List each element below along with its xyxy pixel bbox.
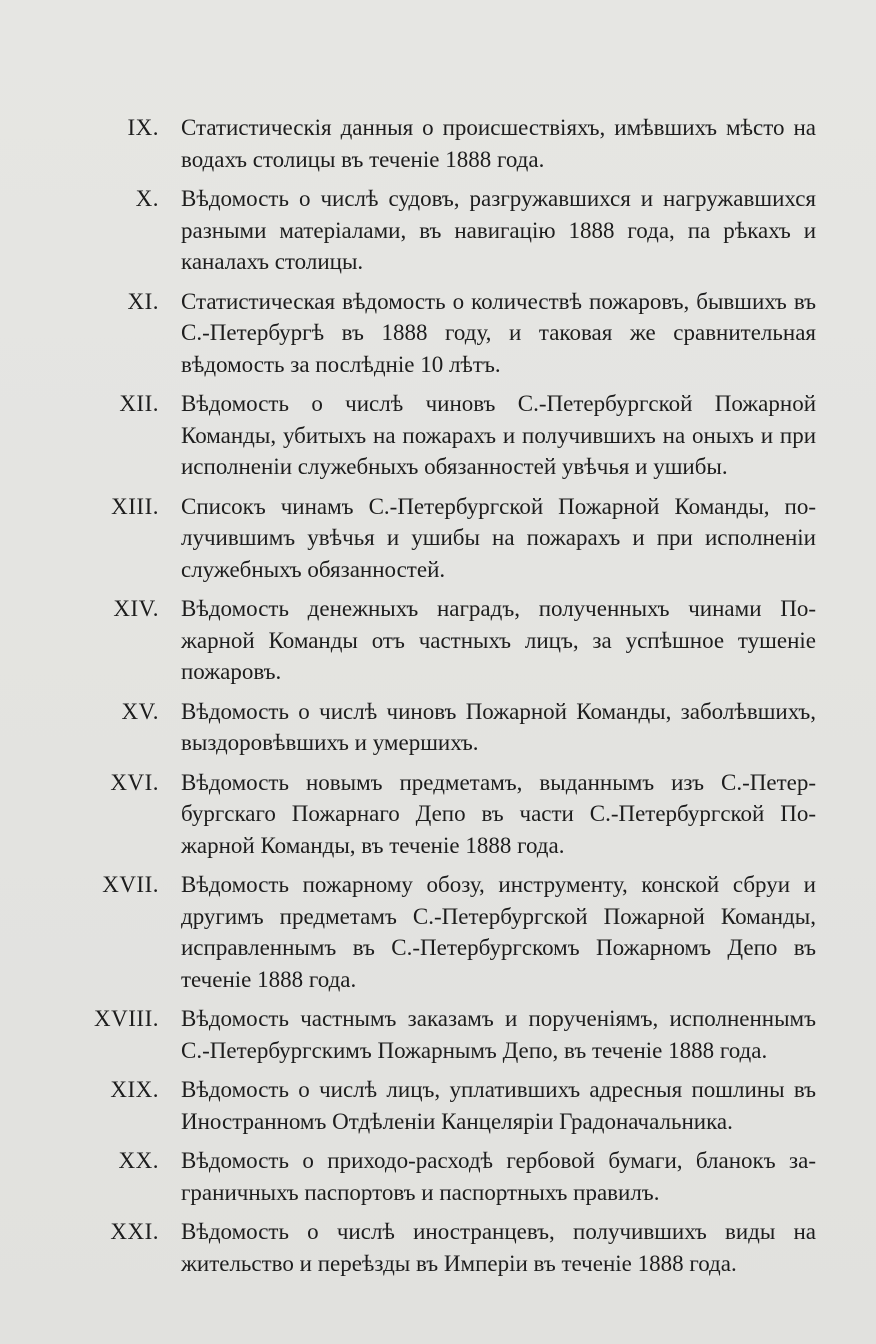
entry-xii (0, 388, 876, 483)
entry-xvii (0, 869, 876, 995)
entry-numeral: XV. (121, 698, 159, 724)
entry-xx (0, 1145, 876, 1208)
entry-numeral: XII. (119, 391, 159, 416)
entry-numeral: XVI. (110, 769, 159, 795)
entry-text: Статистическая вѣдомость о количествѣ пожаровъ, бывшихъ въ С.-Петербургѣ въ 1888 году, и таковая же сравнительная вѣдомость за послѣдніе 10 лѣтъ. (181, 288, 816, 377)
entry-xix (0, 1074, 876, 1137)
entry-text: Вѣдомость о числѣ иностранцевъ, получившихъ виды на жительство и переѣзды въ Имперіи въ теченіе 1888 года. (181, 1219, 816, 1276)
entry-text: Вѣдомость о числѣ чиновъ С.-Петербургской Пожарной Команды, убитыхъ на пожарахъ и получившихъ на оныхъ и при исполненіи служебныхъ обязанностей увѣчья и ушибы. (181, 391, 816, 479)
entry-ix (0, 112, 876, 175)
entry-text: Вѣдомость о числѣ чиновъ Пожарной Команды, заболѣвшихъ, выздоровѣвшихъ и умершихъ. (181, 698, 816, 755)
entry-text: Вѣдомость денежныхъ наградъ, полученныхъ чинами Пожарной Команды отъ частныхъ лицъ, за успѣшное тушеніе пожаровъ. (181, 596, 816, 684)
entry-text: Вѣдомость новымъ предметамъ, выданнымъ изъ С.-Петербургскаго Пожарнаго Депо въ части С.-Петербургской Пожарной Команды, въ теченіе 1888 года. (181, 769, 816, 858)
entry-numeral: XI. (127, 288, 159, 314)
entry-xviii (0, 1003, 876, 1066)
entry-text: Вѣдомость частнымъ заказамъ и порученіямъ, исполненнымъ С.-Петербургскимъ Пожарнымъ Депо, въ теченіе 1888 года. (181, 1006, 816, 1063)
entry-numeral: X. (135, 186, 159, 211)
entry-xiv (0, 593, 876, 688)
entry-text: Вѣдомость пожарному обозу, инструменту, конской сбруи и другимъ предметамъ С.-Петербургской Пожарной Команды, исправленнымъ въ С.-Петербургскомъ Пожарномъ Депо въ теченіе 1888 года. (181, 872, 816, 992)
entry-xxi (0, 1216, 876, 1279)
entry-numeral: XVIII. (94, 1006, 159, 1031)
entry-text: Статистическія данныя о происшествіяхъ, имѣвшихъ мѣсто на водахъ столицы въ теченіе 1888 года. (181, 115, 816, 172)
entry-numeral: IX. (127, 115, 159, 140)
entry-numeral: XX. (118, 1148, 159, 1173)
entry-xv (0, 696, 876, 759)
entry-numeral: XVII. (102, 872, 159, 897)
entry-xiii (0, 491, 876, 586)
entry-text: Вѣдомость о приходо-расходѣ гербовой бумаги, бланокъ заграничныхъ паспортовъ и паспортныхъ правилъ. (181, 1148, 816, 1205)
entry-numeral: XXI. (110, 1219, 159, 1244)
entry-text: Вѣдомость о числѣ лицъ, уплатившихъ адресныя пошлины въ Иностранномъ Отдѣленіи Канцеляріи Градоначальника. (181, 1077, 816, 1134)
entry-numeral: XIV. (113, 596, 159, 621)
entry-x (0, 183, 876, 278)
entry-numeral: XIII. (111, 493, 159, 519)
entry-numeral: XIX. (110, 1077, 159, 1102)
entry-text: Списокъ чинамъ С.-Петербургской Пожарной Команды, получившимъ увѣчья и ушибы на пожарахъ и при исполненіи служебныхъ обязанностей. (181, 493, 816, 582)
entry-xvi (0, 767, 876, 862)
entry-text: Вѣдомость о числѣ судовъ, разгружавшихся и нагружавшихся разными матеріалами, въ навигацію 1888 года, па рѣкахъ и каналахъ столицы. (181, 186, 816, 274)
entry-xi (0, 286, 876, 381)
